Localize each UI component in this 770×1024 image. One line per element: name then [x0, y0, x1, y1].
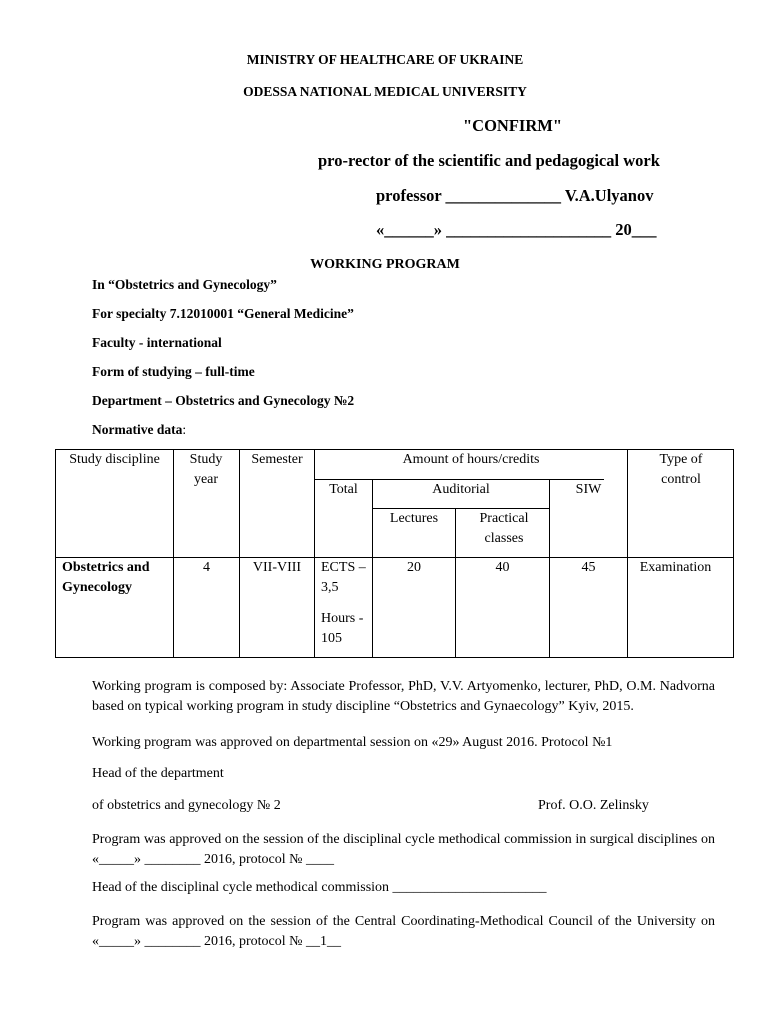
university-heading: ODESSA NATIONAL MEDICAL UNIVERSITY	[243, 84, 527, 99]
td-lectures: 20	[407, 560, 421, 575]
head-cycle-text: Head of the disciplinal cycle methodical commission ______________________	[92, 880, 547, 895]
table-border-left	[55, 449, 56, 658]
approved-dept-text: Working program was approved on departmental session on «29» August 2016. Protocol №1	[92, 735, 613, 750]
th-semester: Semester	[251, 452, 303, 467]
head-dept-name: Prof. O.O. Zelinsky	[538, 798, 649, 813]
program-faculty: Faculty - international	[92, 335, 222, 350]
th-year: Study year	[189, 452, 223, 487]
table-col-rule	[627, 449, 628, 658]
table-col-rule	[173, 449, 174, 658]
confirm-title: "CONFIRM"	[463, 116, 562, 135]
normative-label-text: Normative data	[92, 422, 183, 437]
td-year: 4	[203, 560, 210, 575]
table-border-bottom	[55, 657, 734, 658]
th-amount: Amount of hours/credits	[402, 452, 540, 467]
program-form: Form of studying – full-time	[92, 364, 255, 379]
td-siw: 45	[581, 560, 596, 575]
table-border-right	[733, 449, 734, 658]
program-department: Department – Obstetrics and Gynecology №2	[92, 393, 355, 408]
approved-cycle-text: Program was approved on the session of the disciplinal cycle methodical commission in surgical disciplines on «_____» ________ 2016, protocol № ____	[92, 832, 715, 867]
approved-cycle-paragraph	[92, 830, 715, 869]
th-total: Total	[329, 482, 358, 497]
ministry-heading: MINISTRY OF HEALTHCARE OF UKRAINE	[246, 52, 524, 67]
th-lectures: Lectures	[389, 511, 439, 526]
th-control: Type of control	[659, 452, 703, 487]
program-title: WORKING PROGRAM	[310, 257, 460, 272]
approved-council-text: Program was approved on the session of the Central Coordinating-Methodical Council of the University on «_____» ________ 2016, protocol № __1__	[92, 914, 715, 949]
approved-council-paragraph	[92, 912, 715, 951]
td-practical: 40	[495, 560, 510, 575]
th-practical: Practical classes	[479, 511, 529, 546]
head-dept-line2: of obstetrics and gynecology № 2	[92, 798, 281, 813]
td-hours: Hours - 105	[321, 611, 364, 646]
composed-paragraph	[92, 677, 715, 716]
td-semester: VII-VIII	[252, 560, 302, 575]
confirm-position: pro-rector of the scientific and pedagogical work	[318, 151, 660, 170]
confirm-date: «______» ____________________ 20___	[376, 220, 657, 239]
td-control: Examination	[639, 560, 712, 575]
composed-text: Working program is composed by: Associate Professor, PhD, V.V. Artyomenko, lecturer, PhD, O.M. Nadvorna based on typical working program in study discipline “Obstetrics and Gynaecology” Kyiv, 2015.	[92, 679, 715, 714]
th-discipline: Study discipline	[69, 452, 160, 467]
th-siw: SIW	[575, 482, 602, 497]
normative-label-colon: :	[182, 422, 187, 437]
th-auditorial: Auditorial	[432, 482, 490, 497]
head-dept-line1: Head of the department	[92, 766, 224, 781]
table-col-rule	[239, 449, 240, 658]
program-specialty: For specialty 7.12010001 “General Medicine”	[92, 306, 354, 321]
program-subject: In “Obstetrics and Gynecology”	[92, 277, 277, 292]
confirm-signature: professor ______________ V.A.Ulyanov	[376, 186, 654, 205]
td-discipline: Obstetrics and Gynecology	[62, 560, 150, 595]
normative-data-label	[92, 422, 186, 438]
table-col-rule	[455, 508, 456, 658]
td-ects: ECTS – 3,5	[321, 560, 366, 595]
